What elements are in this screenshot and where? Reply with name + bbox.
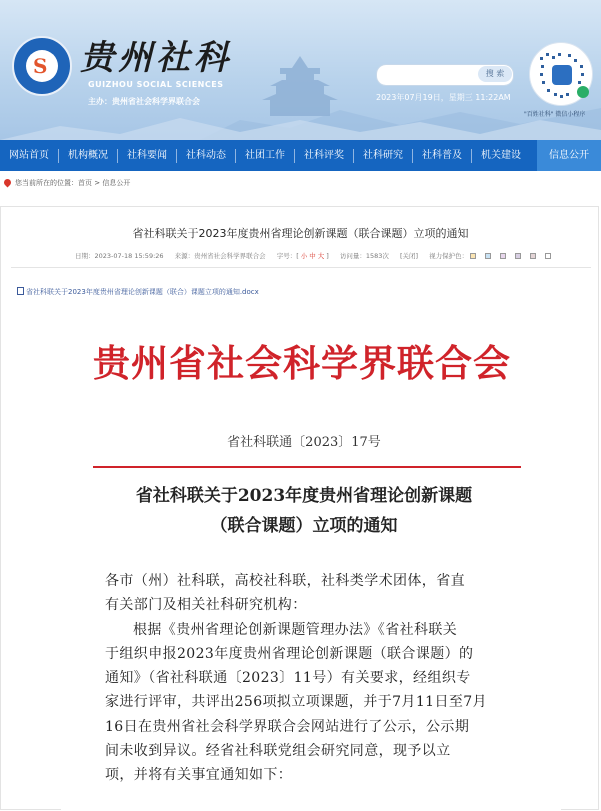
document-number: 省社科联通〔2023〕17号: [227, 435, 381, 450]
logo-emblem-icon: S: [26, 50, 58, 82]
qr-caption: "百姓社科" 微信小程序: [524, 111, 586, 118]
color-swatch[interactable]: [545, 253, 551, 259]
location-pin-icon: [3, 178, 13, 188]
nav-item-associations[interactable]: 社团工作: [245, 150, 285, 161]
nav-item-disclosure[interactable]: 信息公开: [537, 140, 601, 171]
color-swatch[interactable]: [515, 253, 521, 259]
eye-protection-label: 视力保护色：: [429, 252, 469, 260]
eye-protection-swatches: [470, 253, 560, 261]
site-host: 主办：贵州省社会科学界联合会: [88, 97, 200, 106]
search-button[interactable]: 搜 索: [478, 66, 512, 82]
body-line: 根据《贵州省理论创新课题管理办法》《省社科联关: [133, 621, 458, 638]
attachment-filename[interactable]: 省社科联关于2023年度贵州省理论创新课题（联合）课题立项的通知.docx: [26, 288, 259, 296]
visit-count: 访问量：1583次: [339, 252, 389, 260]
body-line: 间未收到异议。经省社科联党组会研究同意，现予以立: [105, 743, 451, 760]
document-heading-line1: 省社科联关于2023年度贵州省理论创新课题: [135, 486, 473, 506]
article-meta: [75, 251, 569, 261]
article-title: 省社科联关于2023年度贵州省理论创新课题（联合课题）立项的通知: [132, 227, 469, 240]
nav-item-updates[interactable]: 社科动态: [186, 150, 226, 161]
site-subtitle: GUIZHOU SOCIAL SCIENCES: [88, 80, 224, 89]
body-line: 通知》（省社科联通〔2023〕11号）有关要求，经组织专: [105, 670, 471, 687]
breadcrumb: [0, 178, 130, 188]
document-body: [105, 569, 509, 788]
document-image: [61, 303, 561, 811]
color-swatch[interactable]: [485, 253, 491, 259]
attachment-link[interactable]: [17, 287, 259, 297]
nav-item-popularization[interactable]: 社科普及: [422, 150, 462, 161]
color-swatch[interactable]: [500, 253, 506, 259]
color-swatch[interactable]: [530, 253, 536, 259]
document-icon: [17, 287, 24, 295]
nav-item-office[interactable]: 机关建设: [481, 150, 521, 161]
font-small-button[interactable]: 小: [300, 252, 308, 260]
font-medium-button[interactable]: 中: [309, 252, 316, 260]
font-size-bracket: ]: [326, 252, 329, 260]
qr-logo-icon: [552, 65, 572, 85]
article-source: 来源：贵州省社会科学界联合会: [174, 252, 266, 260]
article-panel: [0, 206, 599, 810]
site-title: 贵州社科: [80, 38, 232, 78]
site-logo[interactable]: [12, 36, 72, 96]
color-swatch[interactable]: [470, 253, 476, 259]
site-header: [0, 0, 601, 140]
body-line: 于组织申报2023年度贵州省理论创新课题（联合课题）的: [105, 645, 474, 662]
wechat-icon: [577, 86, 589, 98]
font-size-label: 字号：[: [276, 252, 299, 260]
addressee-line: 各市（州）社科联，高校社科联，社科类学术团体，省直: [105, 573, 465, 589]
nav-item-home[interactable]: 网站首页: [9, 150, 49, 161]
document-heading-line2: （联合课题）立项的通知: [210, 516, 398, 536]
breadcrumb-text[interactable]: 您当前所在的位置：首页 > 信息公开: [15, 179, 131, 187]
nav-item-awards[interactable]: 社科评奖: [304, 150, 344, 161]
publish-date: 日期：2023-07-18 15:59:26: [75, 252, 164, 260]
nav-item-news[interactable]: 社科要闻: [127, 150, 167, 161]
document-org-header: 贵州省社会科学界联合会: [93, 341, 511, 385]
document-red-rule: [93, 466, 521, 468]
close-link[interactable]: [关闭]: [400, 252, 419, 260]
font-size-control: [277, 252, 329, 260]
addressee-line: 有关部门及相关社科研究机构：: [105, 597, 307, 614]
main-nav: [0, 140, 601, 171]
nav-item-about[interactable]: 机构概况: [68, 150, 108, 161]
body-line: 16日在贵州省社会科学界联合会网站进行了公示，公示期: [105, 718, 470, 735]
qr-code: [529, 42, 593, 106]
body-line: 家进行评审，共评出256项拟立项课题，并于7月11日至7月: [105, 694, 487, 711]
font-large-button[interactable]: 大: [317, 252, 325, 260]
body-line: 项，并将有关事宜通知如下：: [105, 767, 293, 784]
meta-divider: [11, 267, 591, 268]
current-datetime: 2023年07月19日，星期三 11:22AM: [376, 93, 511, 102]
nav-item-research[interactable]: 社科研究: [363, 150, 403, 161]
